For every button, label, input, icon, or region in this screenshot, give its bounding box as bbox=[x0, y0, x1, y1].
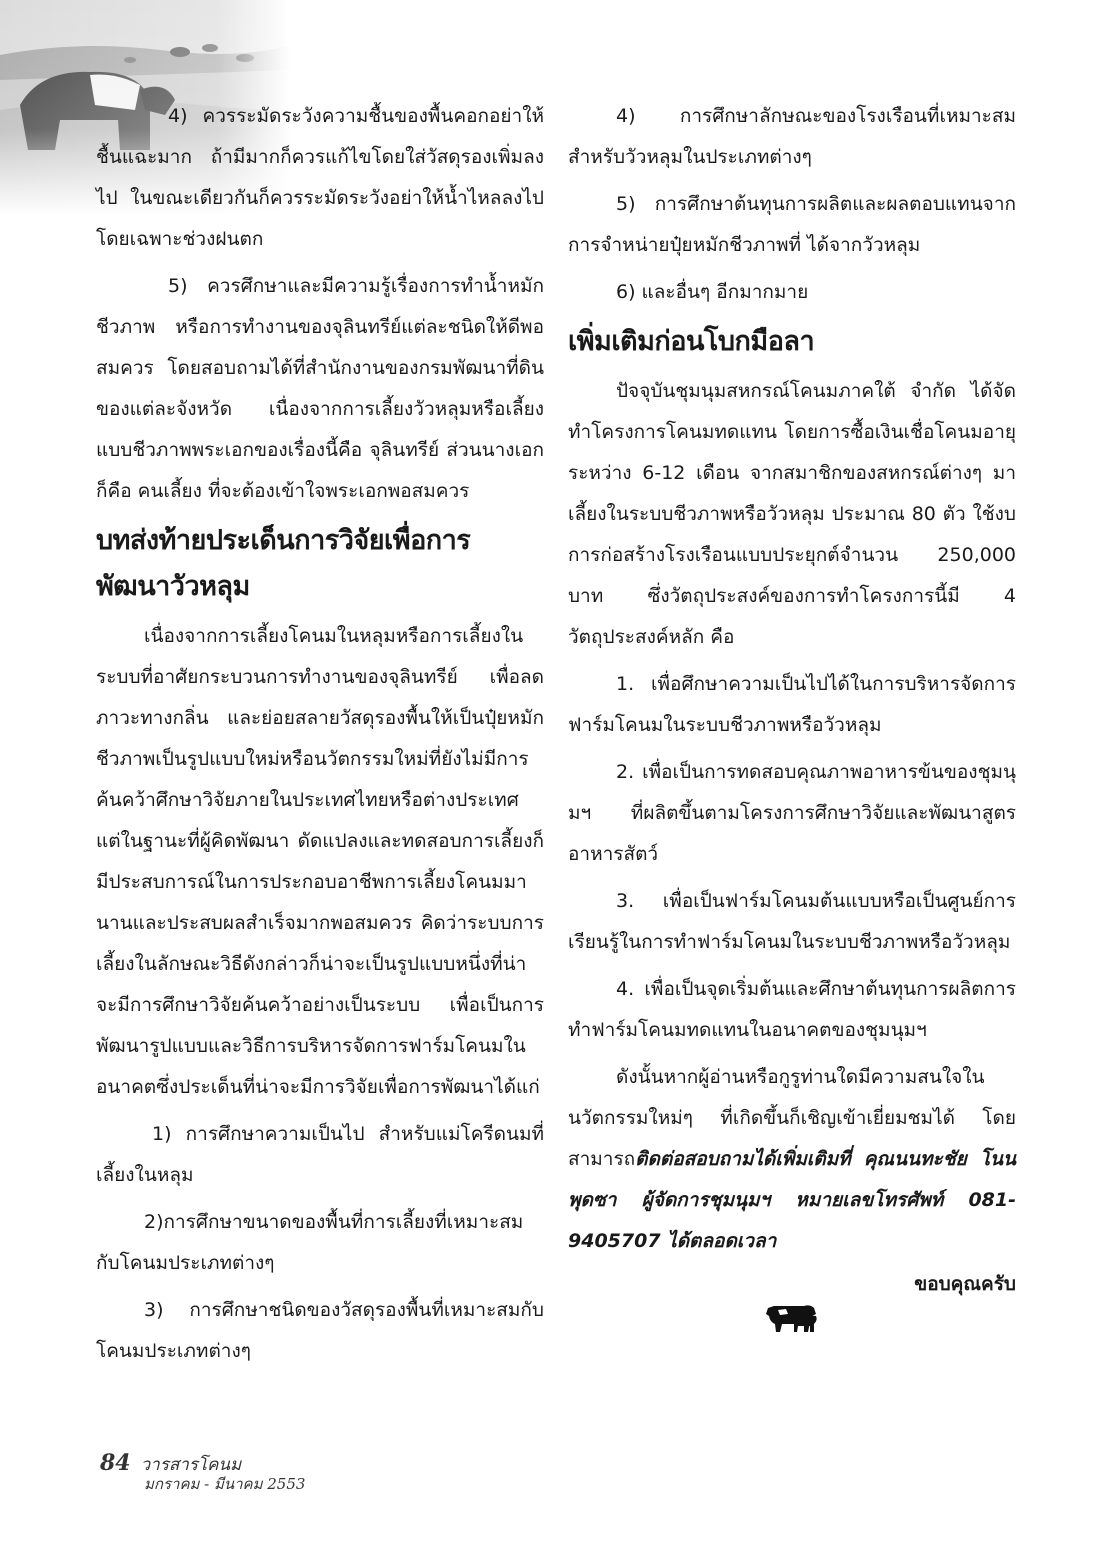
left-column bbox=[96, 96, 544, 1378]
page-footer bbox=[100, 1450, 306, 1493]
page-number: 84 bbox=[100, 1450, 131, 1476]
right-column bbox=[568, 96, 1016, 1305]
issue-date: มกราคม - มีนาคม 2553 bbox=[144, 1475, 306, 1493]
objective-2: 2. เพื่อเป็นการทดสอบคุณภาพอาหารข้นของชุมนุมฯ ที่ผลิตขึ้นตามโครงการศึกษาวิจัยและพัฒนาสูตรอาหารสัตว์ bbox=[568, 761, 1016, 865]
section-heading-farewell: เพิ่มเติมก่อนโบกมือลา bbox=[568, 326, 815, 357]
research-item-5: 5) การศึกษาต้นทุนการผลิตและผลตอบแทนจากการจำหน่ายปุ๋ยหมักชีวภาพที่ ได้จากวัวหลุม bbox=[568, 193, 1016, 256]
research-item-3: 3) การศึกษาชนิดของวัสดุรองพื้นที่เหมาะสมกับโคนมประเภทต่างๆ bbox=[96, 1299, 544, 1362]
objective-1: 1. เพื่อศึกษาความเป็นไปได้ในการบริหารจัดการฟาร์มโคนมในระบบชีวภาพหรือวัวหลุม bbox=[568, 673, 1016, 736]
section-heading-research: บทส่งท้ายประเด็นการวิจัยเพื่อการพัฒนาวัวหลุม bbox=[96, 525, 471, 602]
thanks-text: ขอบคุณครับ bbox=[914, 1273, 1016, 1295]
paragraph-research-intro: เนื่องจากการเลี้ยงโคนมในหลุมหรือการเลี้ยงในระบบที่อาศัยกระบวนการทำงานของจุลินทรีย์ เพื่อลดภาวะทางกลิ่น และย่อยสลายวัสดุรองพื้นให้เป็นปุ๋ยหมักชีวภาพเป็นรูปแบบใหม่หรือนวัตกรรมใหม่ที่ยังไม่มีการค้นคว้าศึกษาวิจัยภายในประเทศไทยหรือต่างประเทศ แต่ในฐานะที่ผู้คิดพัฒนา ดัดแปลงและทดสอบการเลี้ยงก็มีประสบการณ์ในการประกอบอาชีพการเลี้ยงโคนมมานานและประสบผลสำเร็จมากพอสมควร คิดว่าระบบการเลี้ยงในลักษณะวิธีดังกล่าวก็น่าจะเป็นรูปแบบหนึ่งที่น่าจะมีการศึกษาวิจัยค้นคว้าอย่างเป็นระบบ เพื่อเป็นการพัฒนารูปแบบและวิธีการบริหารจัดการฟาร์มโคนมในอนาคตซึ่งประเด็นที่น่าจะมีการวิจัยเพื่อการพัฒนาได้แก่ bbox=[96, 625, 544, 1098]
objective-4: 4. เพื่อเป็นจุดเริ่มต้นและศึกษาต้นทุนการผลิตการทำฟาร์มโคนมทดแทนในอนาคตของชุมนุมฯ bbox=[568, 978, 1016, 1041]
paragraph-floor-moisture: 4) ควรระมัดระวังความชื้นของพื้นคอกอย่าให้ชื้นแฉะมาก ถ้ามีมากก็ควรแก้ไขโดยใส่วัสดุรองเพิ่มลงไป ในขณะเดียวกันก็ควรระมัดระวังอย่าให้น้ำไหลลงไป โดยเฉพาะช่วงฝนตก bbox=[96, 105, 544, 250]
objective-3: 3. เพื่อเป็นฟาร์มโคนมต้นแบบหรือเป็นศูนย์การเรียนรู้ในการทำฟาร์มโคนมในระบบชีวภาพหรือวัวหลุม bbox=[568, 890, 1016, 953]
paragraph-project-intro: ปัจจุบันชุมนุมสหกรณ์โคนมภาคใต้ จำกัด ได้จัดทำโครงการโคนมทดแทน โดยการซื้อเงินเชื่อโคนมอายุระหว่าง 6-12 เดือน จากสมาชิกของสหกรณ์ต่างๆ มาเลี้ยงในระบบชีวภาพหรือวัวหลุม ประมาณ 80 ตัว ใช้งบการก่อสร้างโรงเรือนแบบประยุกต์จำนวน 250,000 บาท ซึ่งวัตถุประสงค์ของการทำโครงการนี้มี 4 วัตถุประสงค์หลัก คือ bbox=[568, 380, 1016, 648]
contact-details: ติดต่อสอบถามได้เพิ่มเติมที่ คุณนนทะชัย โนนพุดซา ผู้จัดการชุมนุมฯ หมายเลขโทรศัพท์ 081-9405707 ได้ตลอดเวลา bbox=[568, 1148, 1016, 1252]
research-item-1: 1) การศึกษาความเป็นไป สำหรับแม่โครีดนมที่เลี้ยงในหลุม bbox=[96, 1123, 544, 1186]
research-item-4: 4) การศึกษาลักษณะของโรงเรือนที่เหมาะสมสำหรับวัวหลุมในประเภทต่างๆ bbox=[568, 105, 1016, 168]
journal-name: วารสารโคนม bbox=[140, 1455, 242, 1475]
cow-silhouette-icon bbox=[764, 1300, 818, 1334]
paragraph-bio-fermentation: 5) ควรศึกษาและมีความรู้เรื่องการทำน้ำหมักชีวภาพ หรือการทำงานของจุลินทรีย์แต่ละชนิดให้ดีพอสมควร โดยสอบถามได้ที่สำนักงานของกรมพัฒนาที่ดินของแต่ละจังหวัด เนื่องจากการเลี้ยงวัวหลุมหรือเลี้ยงแบบชีวภาพพระเอกของเรื่องนี้คือ จุลินทรีย์ ส่วนนางเอกก็คือ คนเลี้ยง ที่จะต้องเข้าใจพระเอกพอสมควร bbox=[96, 275, 544, 502]
contact-plain-text: ดังนั้นหากผู้อ่านหรือกูรูท่านใดมีความสนใจในนวัตกรรมใหม่ๆ ที่เกิดขึ้นก็เชิญเข้าเยี่ยมชมได้ โดยสามารถ bbox=[568, 1066, 1016, 1170]
research-item-2: 2)การศึกษาขนาดของพื้นที่การเลี้ยงที่เหมาะสมกับโคนมประเภทต่างๆ bbox=[96, 1211, 524, 1274]
paragraph-contact bbox=[568, 1057, 1016, 1262]
research-item-6: 6) และอื่นๆ อีกมากมาย bbox=[616, 281, 809, 303]
